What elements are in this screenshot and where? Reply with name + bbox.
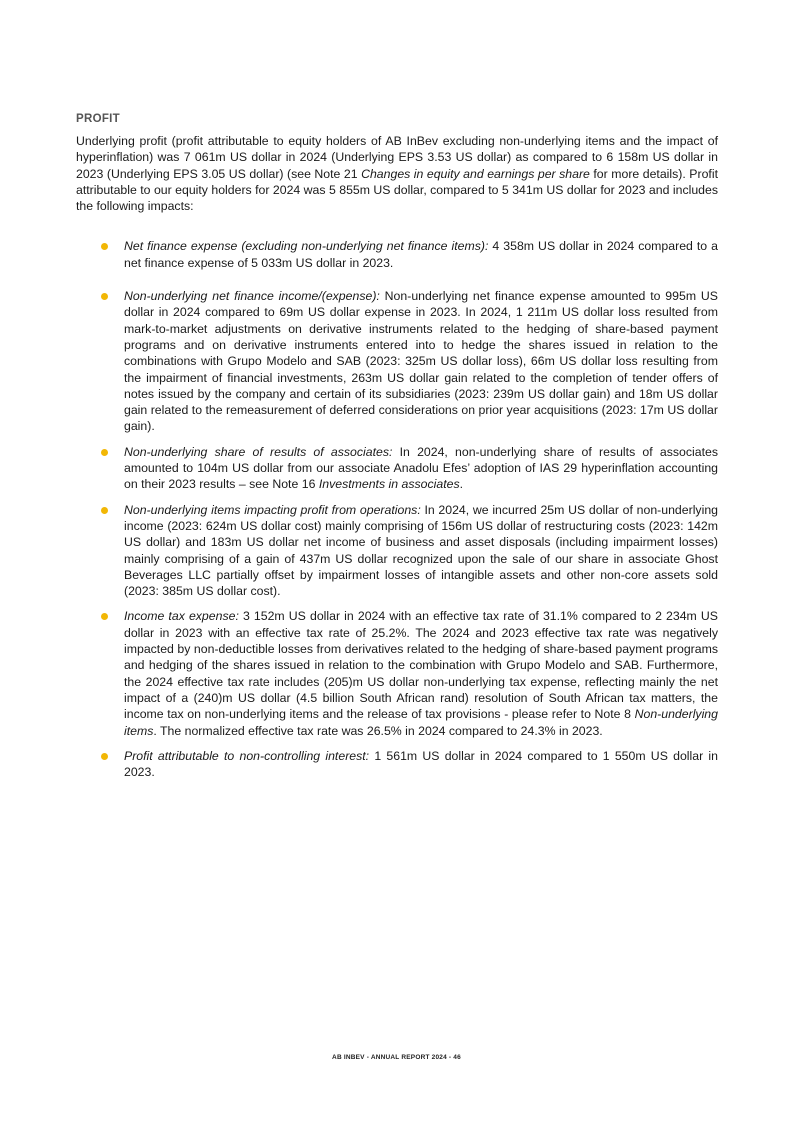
list-item-net-finance-expense bbox=[76, 238, 718, 271]
bullet-dot-icon bbox=[101, 507, 108, 514]
item-text: Non-underlying net finance expense amounted to 995m US dollar in 2024 compared to 69m US dollar expense in 2023. In 2024, 1 211m US dollar loss resulted from mark-to-market adjustments on derivative instruments related to the hedging of share-based payment programs and on derivative instruments entered into to hedge the shares issued in relation to the combinations with Grupo Modelo and SAB (2023: 325m US dollar loss), 66m US dollar loss resulting from the impairment of financial investments, 263m US dollar gain related to the completion of tender offers of notes issued by the company and certain of its subsidiaries (2023: 239m US dollar gain) and 18m US dollar gain related to the remeasurement of deferred considerations on prior year acquisitions (2023: 17m US dollar gain). bbox=[124, 289, 718, 434]
item-text: . bbox=[459, 477, 464, 492]
item-title: Non-underlying share of results of associates: bbox=[124, 444, 393, 459]
item-text: 3 152m US dollar in 2024 with an effective tax rate of 31.1% compared to 2 234m US dollar in 2023 with an effective tax rate of 25.2%. The 2024 and 2023 effective tax rate was negatively impacted by non-deductible losses from derivatives related to the hedging of share-based payment programs and hedging of the shares issued in relation to the combination with Grupo Modelo and SAB. Furthermore, the 2024 effective tax rate includes (205)m US dollar non-underlying tax expense, reflecting mainly the net impact of a (240)m US dollar (4.5 billion South African rand) resolution of South African tax matters, the income tax on non-underlying items and the release of tax provisions - please refer to Note 8 bbox=[124, 609, 718, 722]
text-run: for more details). Profit attributable to our equity holders for 2024 was 5 855m US dollar, compared to 5 341m US dollar for 2023 and includes the following impacts: bbox=[76, 166, 719, 214]
item-text: In 2024, non-underlying share of results of associates amounted to 104m US dollar from our associate Anadolu Efes’ adoption of IAS 29 hyperinflation accounting on their 2023 results – see Note 16 bbox=[124, 444, 718, 492]
list-item-profit-from-operations bbox=[76, 502, 718, 600]
note-reference: Non-underlying items bbox=[124, 707, 718, 738]
item-title: Income tax expense: bbox=[124, 609, 239, 624]
item-title: Net finance expense (excluding non-underlying net finance items): bbox=[124, 239, 489, 254]
bullet-dot-icon bbox=[101, 449, 108, 456]
note-reference: Investments in associates bbox=[318, 477, 460, 492]
item-text: . The normalized effective tax rate was 26.5% in 2024 compared to 24.3% in 2023. bbox=[153, 723, 603, 738]
section-heading: PROFIT bbox=[76, 113, 120, 125]
item-title: Profit attributable to non-controlling interest: bbox=[124, 748, 370, 763]
list-item-non-controlling-interest bbox=[76, 748, 718, 781]
list-item-non-underlying-net-finance bbox=[76, 288, 718, 435]
bullet-dot-icon bbox=[101, 243, 108, 250]
item-text: 4 358m US dollar in 2024 compared to a net finance expense of 5 033m US dollar in 2023. bbox=[124, 239, 718, 270]
bullet-dot-icon bbox=[101, 613, 108, 620]
list-item-income-tax-expense bbox=[76, 608, 718, 738]
item-title: Non-underlying items impacting profit from operations: bbox=[124, 502, 421, 517]
item-title: Non-underlying net finance income/(expense): bbox=[124, 289, 380, 304]
page-footer: AB INBEV - ANNUAL REPORT 2024 - 46 bbox=[332, 1054, 461, 1061]
note-reference: Changes in equity and earnings per share bbox=[361, 166, 590, 181]
bullet-dot-icon bbox=[101, 293, 108, 300]
intro-paragraph bbox=[76, 133, 718, 214]
impacts-list bbox=[76, 238, 718, 780]
list-item-share-of-associates bbox=[76, 444, 718, 493]
bullet-dot-icon bbox=[101, 753, 108, 760]
text-run: Underlying profit (profit attributable to equity holders of AB InBev excluding non-underlying items and the impact of hyperinflation) was 7 061m US dollar in 2024 (Underlying EPS 3.53 US dollar) as compared to 6 158m US dollar in 2023 (Underlying EPS 3.05 US dollar) (see Note 21 bbox=[76, 134, 718, 181]
page-content bbox=[76, 113, 718, 780]
item-text: In 2024, we incurred 25m US dollar of non-underlying income (2023: 624m US dollar cost) mainly comprising of 156m US dollar of restructuring costs (2023: 142m US dollar) and 183m US dollar net income of business and asset disposals (including impairment losses) mainly comprising of a gain of 437m US dollar recognized upon the sale of our share in associate Ghost Beverages LLC partially offset by impairment losses of intangible assets and other non-core assets sold (2023: 385m US dollar cost). bbox=[124, 502, 718, 599]
item-text: 1 561m US dollar in 2024 compared to 1 550m US dollar in 2023. bbox=[124, 748, 718, 780]
